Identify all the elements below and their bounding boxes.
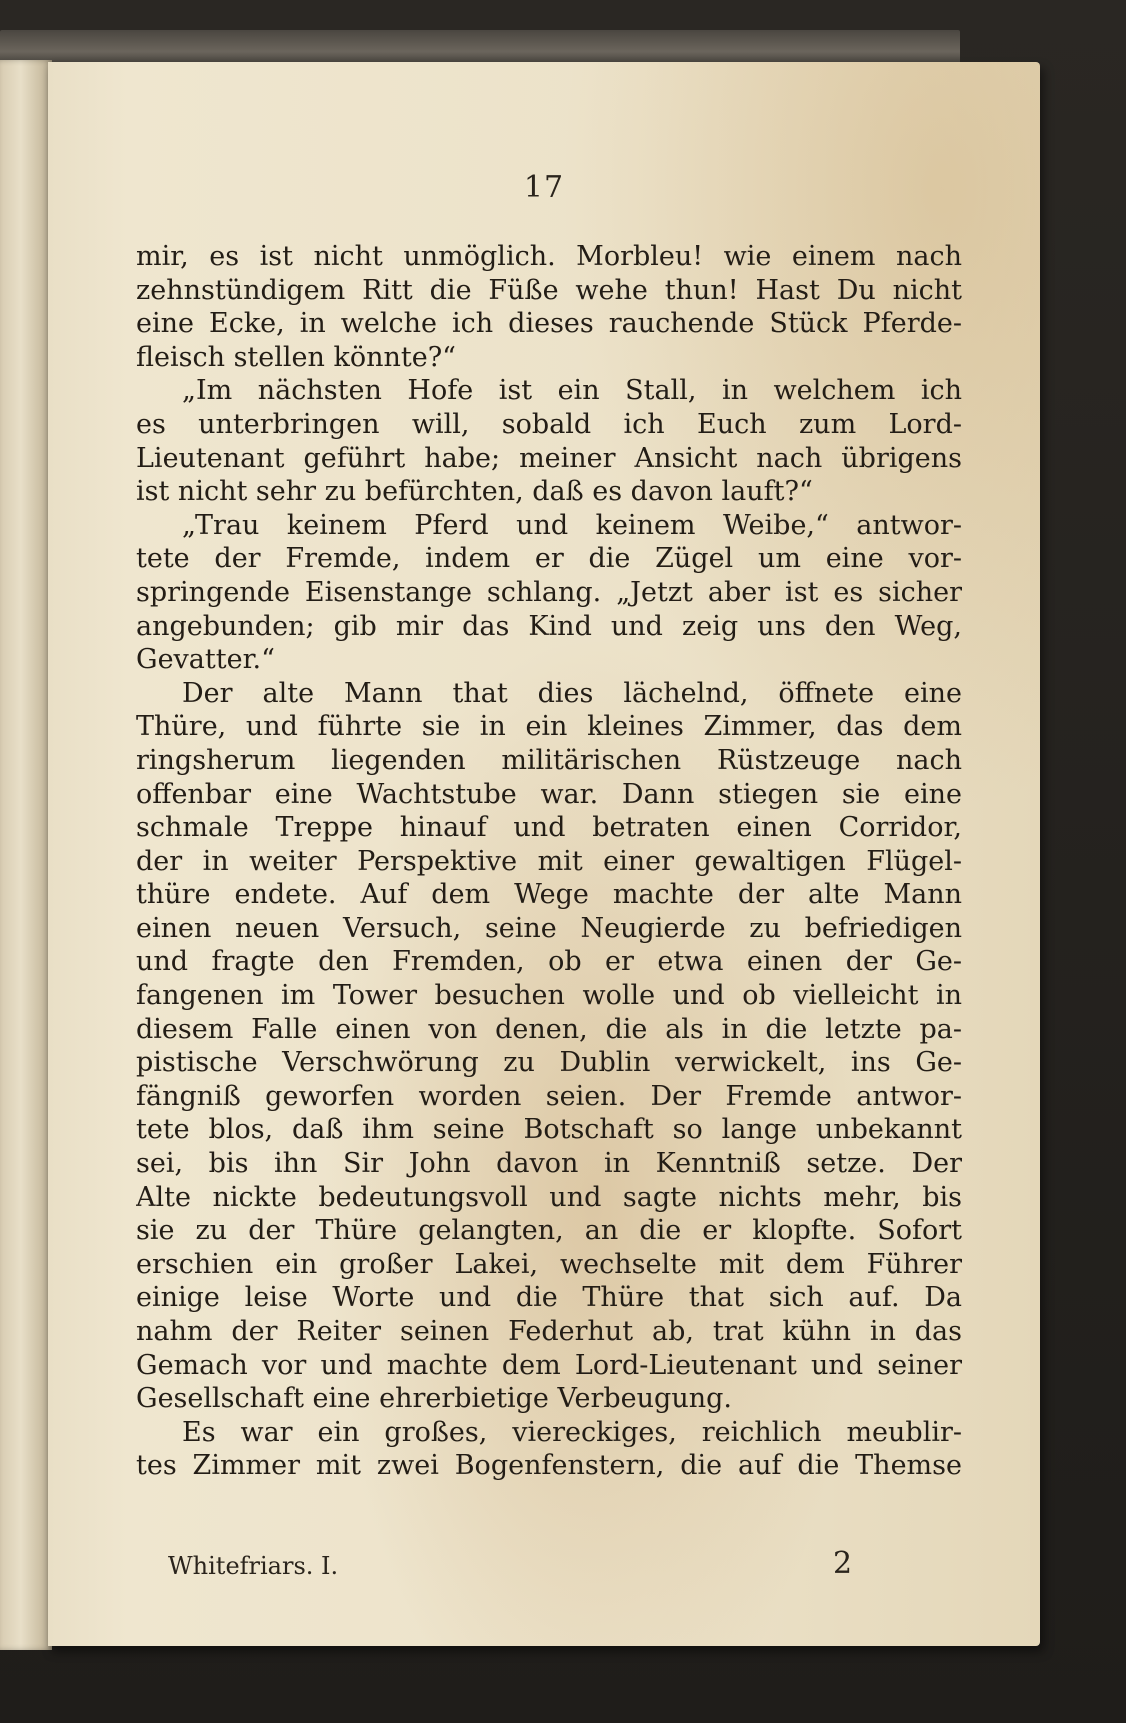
text-line: diesem Falle einen von denen, die als in die letzte pa- [136,1013,962,1045]
text-line: ist nicht sehr zu befürchten, daß es davon lauft?“ [136,476,813,508]
text-line: offenbar eine Wachtstube war. Dann stiegen sie eine [136,778,962,810]
text-line: Gesellschaft eine ehrerbietige Verbeugung. [136,1383,732,1415]
footer-label: Whitefriars. I. [168,1552,339,1580]
text-line: thüre endete. Auf dem Wege machte der alte Mann [136,879,962,911]
text-line: tete der Fremde, indem er die Zügel um eine vor- [136,543,962,575]
text-line: sie zu der Thüre gelangten, an die er klopfte. Sofort [136,1215,962,1247]
text-line: Lieutenant geführt habe; meiner Ansicht nach übrigens [136,442,962,474]
text-line: „Trau keinem Pferd und keinem Weibe,“ antwor- [182,509,962,541]
text-line: erschien ein großer Lakei, wechselte mit dem Führer [136,1248,962,1280]
text-line: eine Ecke, in welche ich dieses rauchende Stück Pferde- [136,308,962,340]
text-line: fleisch stellen könnte?“ [136,341,456,373]
text-line: Es war ein großes, viereckiges, reichlich meublir- [182,1416,962,1448]
text-line: und fragte den Fremden, ob er etwa einen der Ge- [136,946,962,978]
text-line: Der alte Mann that dies lächelnd, öffnete eine [182,677,962,709]
text-line: Alte nickte bedeutungsvoll und sagte nichts mehr, bis [136,1181,962,1213]
text-line: angebunden; gib mir das Kind und zeig uns den Weg, [136,610,962,642]
text-line: nahm der Reiter seinen Federhut ab, trat kühn in das [136,1316,962,1347]
signature-mark: 2 [833,1546,853,1581]
text-line: „Im nächsten Hofe ist ein Stall, in welchem ich [182,375,962,407]
text-line: tete blos, daß ihm seine Botschaft so lange unbekannt [136,1114,962,1146]
text-line: einige leise Worte und die Thüre that sich auf. Da [136,1282,962,1314]
text-line: schmale Treppe hinauf und betraten einen Corridor, [136,812,962,844]
text-line: es unterbringen will, sobald ich Euch zum Lord- [136,408,962,440]
page-number: 17 [523,170,565,205]
book-cover-edge [0,30,960,66]
text-line: Thüre, und führte sie in ein kleines Zimmer, das dem [136,711,962,743]
text-line: mir, es ist nicht unmöglich. Morbleu! wie einem nach [136,241,962,272]
text-line: pistische Verschwörung zu Dublin verwickelt, ins Ge- [136,1047,962,1079]
book-gutter [0,60,52,1650]
text-line: sei, bis ihn Sir John davon in Kenntniß setze. Der [136,1148,962,1180]
text-line: zehnstündigem Ritt die Füße wehe thun! Hast Du nicht [136,274,962,306]
text-line: Gevatter.“ [136,644,275,676]
text-line: der in weiter Perspektive mit einer gewaltigen Flügel- [136,845,962,877]
body-text [136,240,962,1483]
text-line: Gemach vor und machte dem Lord-Lieutenant und seiner [136,1349,962,1381]
text-line: tes Zimmer mit zwei Bogenfenstern, die auf die Themse [136,1450,962,1482]
text-line: einen neuen Versuch, seine Neugierde zu befriedigen [136,912,962,944]
text-line: fängniß geworfen worden seien. Der Fremde antwor- [136,1080,962,1112]
text-line: fangenen im Tower besuchen wolle und ob vielleicht in [136,980,962,1012]
text-line: ringsherum liegenden militärischen Rüstzeuge nach [136,744,962,776]
book-page [48,62,1040,1646]
text-line: springende Eisenstange schlang. „Jetzt aber ist es sicher [136,576,962,608]
